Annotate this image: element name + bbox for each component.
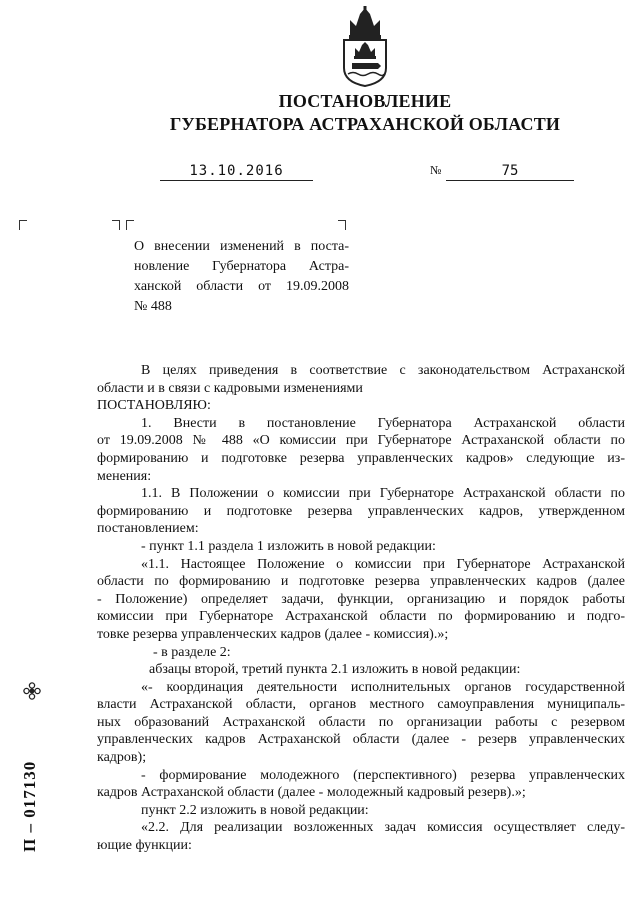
- subject-line: № 488: [134, 299, 172, 314]
- body-line: области по формированию и подготовке резерва управленческих кадров (далее: [97, 574, 625, 590]
- body-line: формированию и подготовке резерва управленческих кадров» следующие из-: [97, 450, 625, 466]
- body-line: «1.1. Настоящее Положение о комиссии при Губернаторе Астраханской: [141, 556, 625, 572]
- body-line: пункт 2.2 изложить в новой редакции:: [141, 802, 369, 818]
- body-line: товке резерва управленческих кадров (далее - комиссия).»;: [97, 626, 449, 642]
- body-line: комиссии при Губернаторе Астраханской области по формированию и подго-: [97, 609, 625, 625]
- subject-line: ханской области от 19.09.2008: [134, 279, 349, 294]
- body-line: менения:: [97, 468, 152, 484]
- body-line: В целях приведения в соответствие с законодательством Астраханской: [141, 363, 625, 378]
- body-line: абзацы второй, третий пункта 2.1 изложить в новой редакции:: [149, 662, 521, 678]
- body-line: 1. Внести в постановление Губернатора Астраханской области: [141, 415, 625, 431]
- body-line: управленческих кадров Астраханской области (далее - резерв управленческих: [97, 732, 625, 748]
- corner-mark: [19, 220, 27, 230]
- corner-mark: [112, 220, 120, 230]
- body-line: «- координация деятельности исполнительных органов государственной: [141, 679, 625, 695]
- subject-line: новление Губернатора Астра-: [134, 259, 349, 274]
- document-number: 75: [446, 162, 574, 181]
- body-line: 1.1. В Положении о комиссии при Губернаторе Астраханской области по: [141, 486, 625, 502]
- body-line: - формирование молодежного (перспективного) резерва управленческих: [141, 767, 625, 783]
- corner-mark: [126, 220, 134, 230]
- body-line: ПОСТАНОВЛЯЮ:: [97, 398, 211, 414]
- coat-of-arms-icon: [338, 6, 392, 88]
- body-line: - пункт 1.1 раздела 1 изложить в новой редакции:: [141, 538, 436, 554]
- document-title: ПОСТАНОВЛЕНИЕ: [278, 91, 452, 111]
- document-date: 13.10.2016: [160, 162, 313, 181]
- body-line: кадров);: [97, 750, 147, 766]
- subject-line: О внесении изменений в поста-: [134, 239, 349, 254]
- corner-mark: [338, 220, 346, 230]
- body-line: «2.2. Для реализации возложенных задач комиссия осуществляет следу-: [141, 820, 625, 836]
- body-line: кадров Астраханской области (далее - молодежный кадровый резерв).»;: [97, 785, 526, 801]
- serial-number: П – 017130: [20, 760, 39, 852]
- document-body: [97, 362, 625, 855]
- body-line: ных образований Астраханской области по организации работы с резервом: [97, 714, 625, 730]
- body-line: от 19.09.2008 № 488 «О комиссии при Губернаторе Астраханской области по: [97, 433, 625, 449]
- document-subtitle: ГУБЕРНАТОРА АСТРАХАНСКОЙ ОБЛАСТИ: [169, 114, 561, 134]
- body-line: формированию и подготовке резерва управленческих кадров, утвержденном: [97, 503, 625, 519]
- number-sign: №: [430, 163, 442, 177]
- body-line: власти Астраханской области, органов местного самоуправления муниципаль-: [97, 697, 625, 713]
- flower-ornament-icon: [23, 682, 41, 700]
- body-line: - в разделе 2:: [153, 644, 231, 660]
- document-subject: [134, 237, 349, 317]
- body-line: области и в связи с кадровыми изменениями: [97, 380, 363, 396]
- body-line: - Положение) определяет задачи, функции, организацию и порядок работы: [97, 591, 625, 607]
- body-line: ющие функции:: [97, 838, 192, 854]
- body-line: постановлением:: [97, 521, 199, 537]
